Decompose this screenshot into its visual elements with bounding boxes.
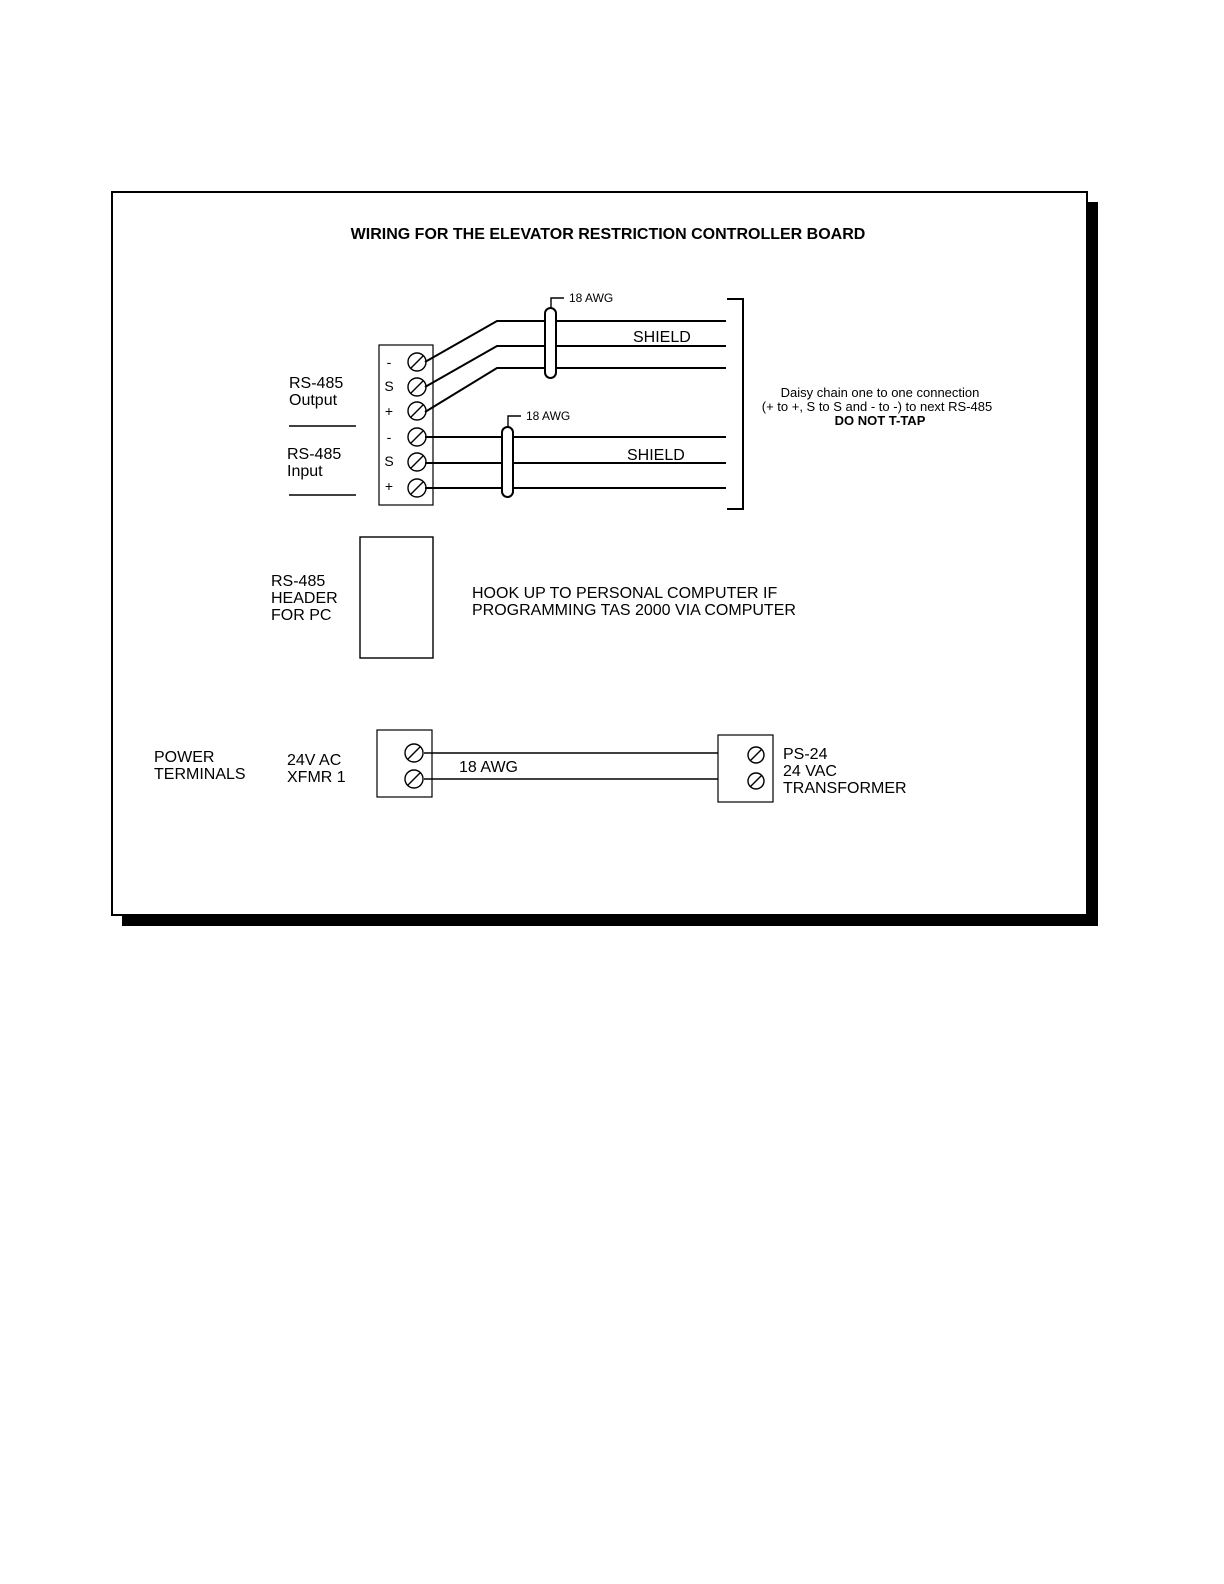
transformer-label-line3: TRANSFORMER	[783, 780, 907, 797]
pc-note-line2: PROGRAMMING TAS 2000 VIA COMPUTER	[472, 602, 796, 619]
power-screw-1	[405, 744, 423, 762]
input-cable-shield-label: SHIELD	[627, 447, 685, 464]
power-terminal-block	[377, 730, 432, 797]
power-label-line1: POWER	[154, 749, 215, 766]
terminal-label-output-s: S	[384, 378, 394, 394]
power-source-line1: 24V AC	[287, 752, 342, 769]
diagram-title: WIRING FOR THE ELEVATOR RESTRICTION CONTROLLER BOARD	[350, 226, 866, 243]
terminal-screw-1	[408, 353, 426, 371]
terminal-label-input-minus: -	[386, 429, 392, 445]
input-cable-gauge: 18 AWG	[526, 409, 571, 423]
transformer-screw-2	[748, 773, 764, 789]
terminal-screw-3	[408, 402, 426, 420]
rs485-output-label-line1: RS-485	[289, 375, 344, 392]
power-source-line2: XFMR 1	[287, 769, 346, 786]
transformer-label-line2: 24 VAC	[783, 763, 837, 780]
terminal-screw-5	[408, 453, 426, 471]
rs485-output-label-line2: Output	[289, 392, 338, 409]
power-label-line2: TERMINALS	[154, 766, 246, 783]
pc-header-label-line1: RS-485	[271, 573, 326, 590]
terminal-screw-4	[408, 428, 426, 446]
output-cable-jacket	[545, 308, 556, 378]
input-cable-jacket	[502, 427, 513, 497]
terminal-label-input-plus: +	[384, 478, 394, 494]
power-screw-2	[405, 770, 423, 788]
power-wire-gauge: 18 AWG	[459, 759, 518, 776]
transformer-terminal-block	[718, 735, 773, 802]
terminal-label-output-plus: +	[384, 403, 394, 419]
output-cable-gauge: 18 AWG	[569, 291, 614, 305]
pc-header-label-line3: FOR PC	[271, 607, 332, 624]
rs485-input-label-line2: Input	[287, 463, 323, 480]
daisy-note-line2: (+ to +, S to S and - to -) to next RS-485	[761, 399, 993, 414]
transformer-label-line1: PS-24	[783, 746, 828, 763]
terminal-screw-6	[408, 479, 426, 497]
terminal-screw-2	[408, 378, 426, 396]
terminal-label-input-s: S	[384, 453, 394, 469]
daisy-note-line1: Daisy chain one to one connection	[780, 385, 980, 400]
transformer-screw-1	[748, 747, 764, 763]
pc-header-label-line2: HEADER	[271, 590, 338, 607]
daisy-note-warning: DO NOT T-TAP	[834, 413, 926, 428]
output-cable-shield-label: SHIELD	[633, 329, 691, 346]
rs485-input-label-line1: RS-485	[287, 446, 342, 463]
pc-note-line1: HOOK UP TO PERSONAL COMPUTER IF	[472, 585, 778, 602]
terminal-label-output-minus: -	[386, 354, 392, 370]
pc-header-box	[360, 537, 433, 658]
